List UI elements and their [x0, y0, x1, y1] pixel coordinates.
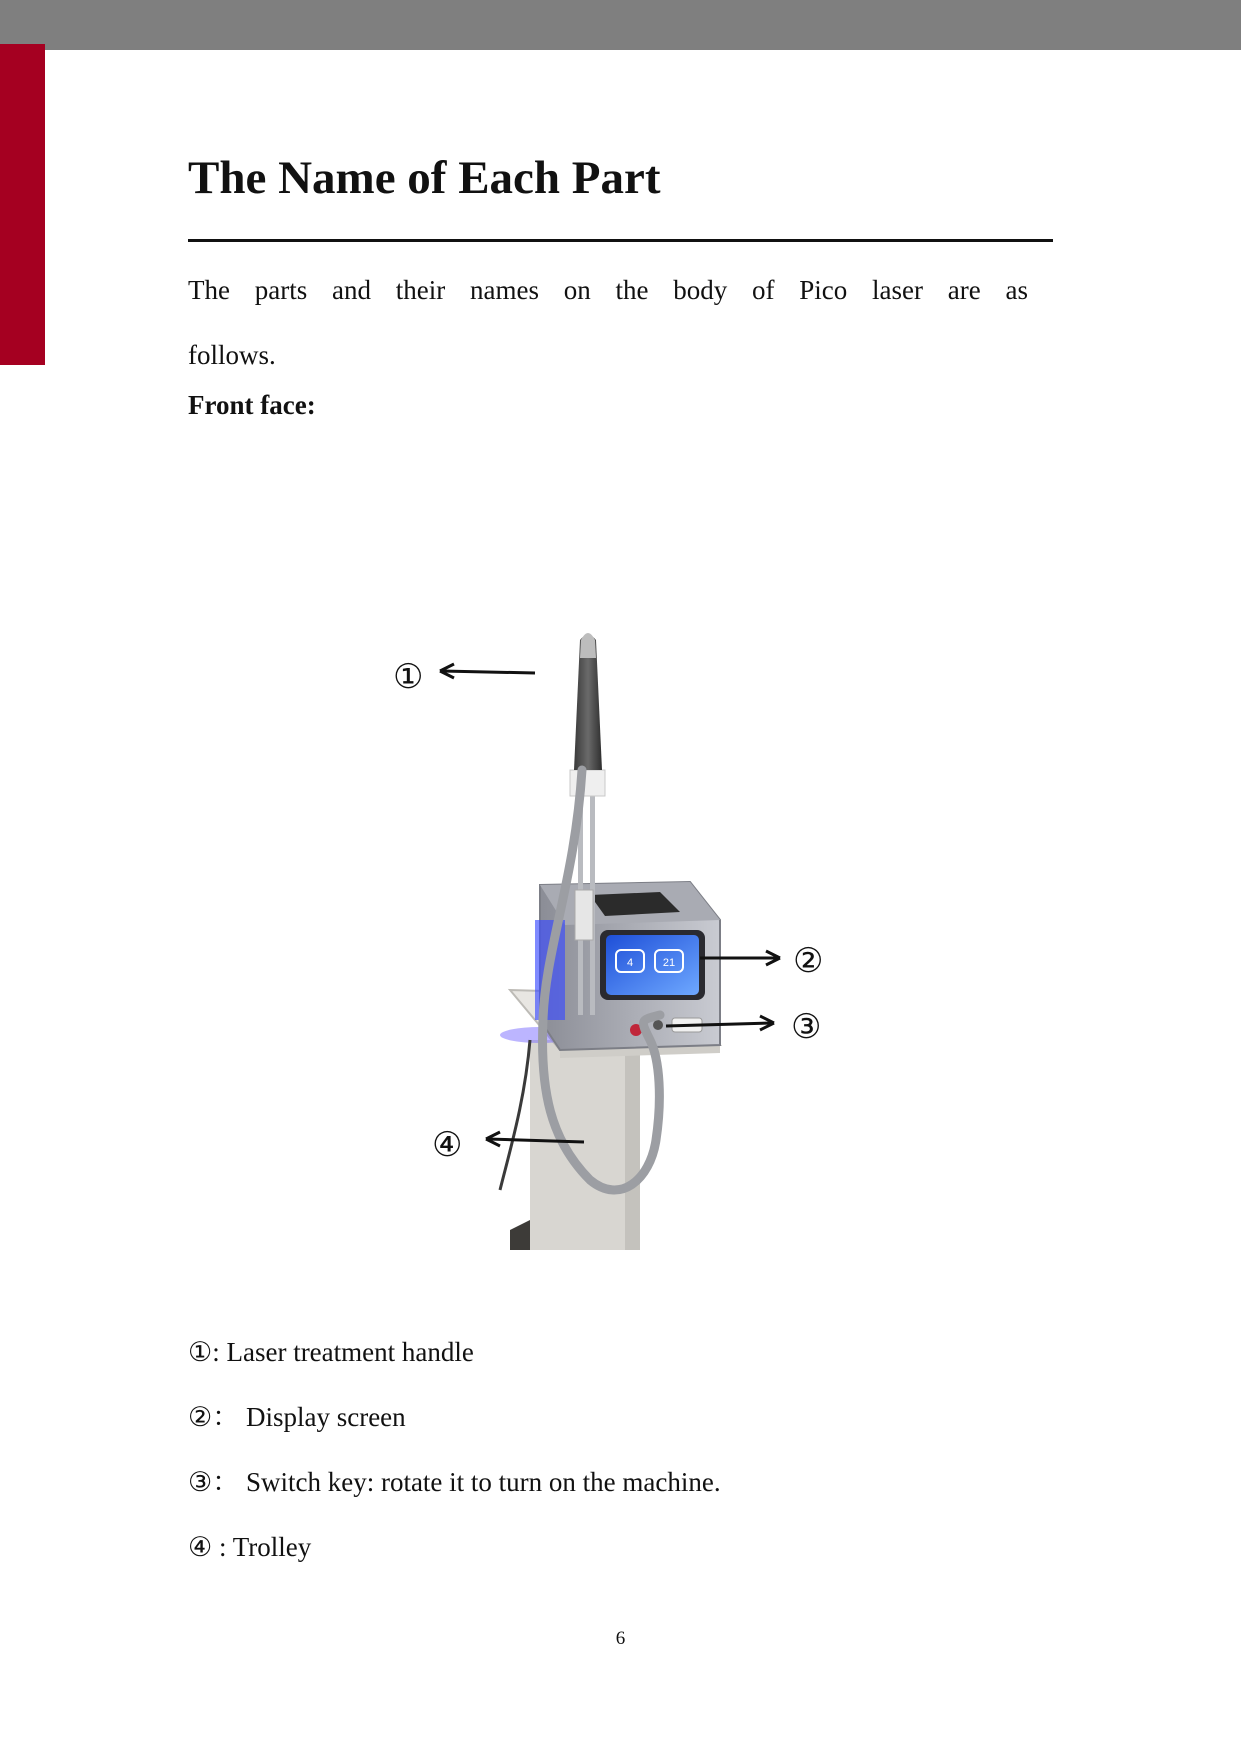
- intro-text: The parts and their names on the body of Pico laser are as follows.: [188, 275, 1028, 370]
- legend-marker: ②: [188, 1402, 213, 1432]
- page-title: The Name of Each Part: [188, 152, 661, 204]
- intro-paragraph: [188, 258, 1028, 388]
- page-number: 6: [615, 1628, 626, 1649]
- trolley-column: [510, 1040, 640, 1250]
- laser-handle: [574, 633, 602, 770]
- legend-text: Trolley: [232, 1532, 312, 1562]
- legend-item: [188, 1385, 721, 1450]
- header-bar: [0, 0, 1241, 50]
- device-figure: [360, 620, 840, 1250]
- title-divider: [188, 239, 1053, 242]
- legend-marker: ③: [188, 1467, 213, 1497]
- legend-separator: ：: [212, 1467, 246, 1497]
- screen-value-left: 4: [626, 957, 634, 969]
- legend-separator: :: [212, 1337, 227, 1367]
- parts-legend: [188, 1320, 721, 1580]
- callout-label-3: ③: [791, 1007, 822, 1047]
- legend-marker: ①: [188, 1337, 213, 1367]
- callout-label-2: ②: [793, 941, 824, 981]
- legend-item: [188, 1450, 721, 1515]
- legend-separator: ：: [212, 1402, 246, 1432]
- device-illustration: [360, 620, 840, 1250]
- callout-label-4: ④: [432, 1125, 463, 1165]
- legend-text: Laser treatment handle: [226, 1337, 474, 1367]
- screen-value-right: 21: [662, 957, 676, 969]
- legend-text: Switch key: rotate it to turn on the machine.: [245, 1467, 721, 1497]
- switch-key: [653, 1020, 663, 1030]
- legend-text: Display screen: [245, 1402, 406, 1432]
- legend-item: [188, 1320, 721, 1385]
- display-screen: [606, 935, 699, 995]
- legend-marker: ④: [188, 1532, 213, 1562]
- legend-separator: :: [212, 1532, 233, 1562]
- section-subheading: Front face:: [188, 390, 316, 420]
- callout-label-1: ①: [393, 657, 424, 697]
- side-accent-bar: [0, 44, 45, 365]
- legend-item: [188, 1515, 721, 1580]
